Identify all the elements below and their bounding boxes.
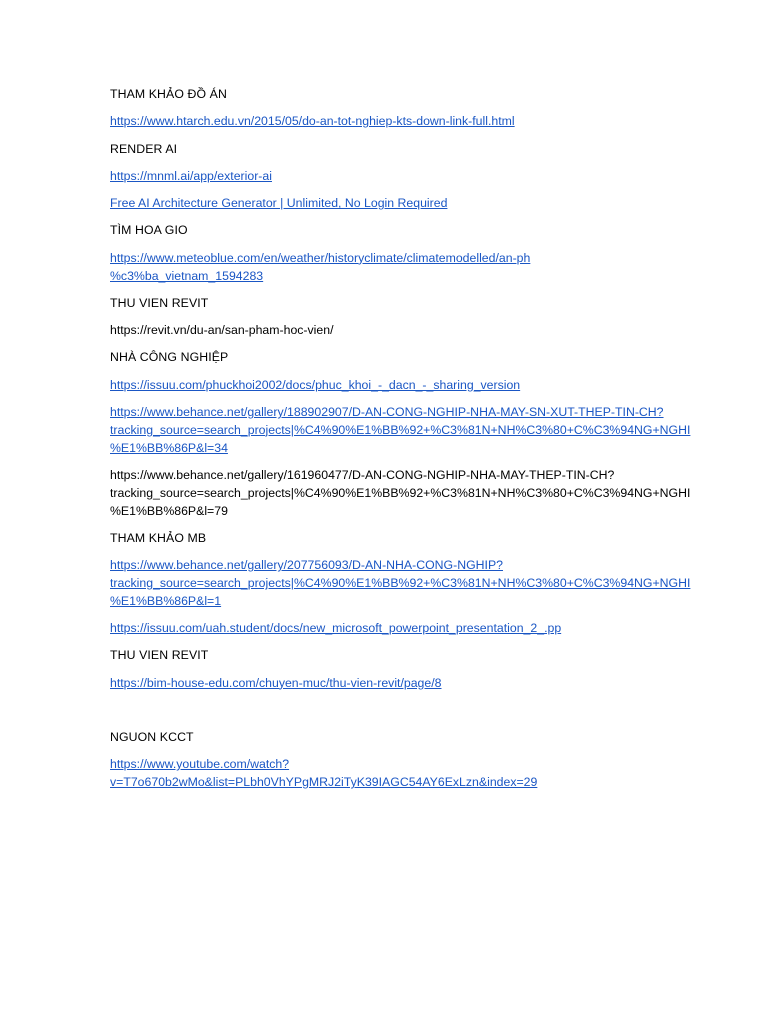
section-heading: NHÀ CÔNG NGHIỆP xyxy=(110,350,229,365)
link-line: tracking_source=search_projects|%C4%90%E1%BB%92+%C3%81N+NH%C3%80+C%C3%94NG+NGHI xyxy=(110,575,691,590)
section-heading: NGUON KCCT xyxy=(110,729,194,744)
hyperlink-paragraph xyxy=(110,113,700,131)
link-line: https://www.behance.net/gallery/161960477/D-AN-CONG-NGHIP-NHA-MAY-THEP-TIN-CH? xyxy=(110,467,615,482)
section-heading: RENDER AI xyxy=(110,141,178,156)
hyperlink-paragraph xyxy=(110,250,700,286)
hyperlink[interactable] xyxy=(110,557,700,610)
hyperlink[interactable] xyxy=(110,113,700,131)
link-line: https://www.meteoblue.com/en/weather/historyclimate/climatemodelled/an-ph xyxy=(110,250,531,265)
link-line: https://www.behance.net/gallery/207756093/D-AN-NHA-CONG-NGHIP? xyxy=(110,558,503,573)
link-line: %E1%BB%86P&l=1 xyxy=(110,593,222,608)
hyperlink-paragraph xyxy=(110,620,700,638)
url-text-paragraph xyxy=(110,322,700,340)
link-line: https://issuu.com/phuckhoi2002/docs/phuc_khoi_-_dacn_-_sharing_version xyxy=(110,377,521,392)
link-line: %E1%BB%86P&l=79 xyxy=(110,503,228,518)
url-text xyxy=(110,322,700,340)
url-text xyxy=(110,467,700,520)
section-heading: THU VIEN REVIT xyxy=(110,648,209,663)
hyperlink[interactable] xyxy=(110,377,700,395)
link-line: https://www.htarch.edu.vn/2015/05/do-an-tot-nghiep-kts-down-link-full.html xyxy=(110,114,515,129)
hyperlink[interactable] xyxy=(110,620,700,638)
hyperlink[interactable] xyxy=(110,404,700,457)
hyperlink[interactable] xyxy=(110,250,700,286)
link-line: Free AI Architecture Generator | Unlimited, No Login Required xyxy=(110,196,448,211)
link-line: tracking_source=search_projects|%C4%90%E1%BB%92+%C3%81N+NH%C3%80+C%C3%94NG+NGHI xyxy=(110,485,691,500)
section-heading: THU VIEN REVIT xyxy=(110,295,209,310)
link-line: https://www.behance.net/gallery/188902907/D-AN-CONG-NGHIP-NHA-MAY-SN-XUT-THEP-TIN-CH? xyxy=(110,405,664,420)
section-heading: TÌM HOA GIO xyxy=(110,223,188,238)
link-line: https://revit.vn/du-an/san-pham-hoc-vien/ xyxy=(110,323,334,338)
hyperlink-paragraph xyxy=(110,756,700,792)
link-line: tracking_source=search_projects|%C4%90%E1%BB%92+%C3%81N+NH%C3%80+C%C3%94NG+NGHI xyxy=(110,422,691,437)
blank-line xyxy=(110,702,700,729)
hyperlink[interactable] xyxy=(110,675,700,693)
hyperlink-paragraph xyxy=(110,557,700,610)
document-body xyxy=(110,86,700,801)
link-line: https://bim-house-edu.com/chuyen-muc/thu-vien-revit/page/8 xyxy=(110,675,442,690)
hyperlink-paragraph xyxy=(110,195,700,213)
link-line: https://www.youtube.com/watch? xyxy=(110,757,290,772)
hyperlink[interactable] xyxy=(110,195,700,213)
link-line: https://mnml.ai/app/exterior-ai xyxy=(110,168,272,183)
section-heading: THAM KHẢO ĐỒ ÁN xyxy=(110,87,227,101)
hyperlink-paragraph xyxy=(110,675,700,693)
hyperlink[interactable] xyxy=(110,756,700,792)
url-text-paragraph xyxy=(110,467,700,520)
section-heading: THAM KHẢO MB xyxy=(110,530,207,545)
link-line: %E1%BB%86P&l=34 xyxy=(110,440,228,455)
hyperlink[interactable] xyxy=(110,168,700,186)
hyperlink-paragraph xyxy=(110,377,700,395)
link-line: v=T7o670b2wMo&list=PLbh0VhYPgMRJ2iTyK39IAGC54AY6ExLzn&index=29 xyxy=(110,775,538,790)
hyperlink-paragraph xyxy=(110,168,700,186)
link-line: %c3%ba_vietnam_1594283 xyxy=(110,268,264,283)
hyperlink-paragraph xyxy=(110,404,700,457)
link-line: https://issuu.com/uah.student/docs/new_microsoft_powerpoint_presentation_2_.pp xyxy=(110,621,562,636)
